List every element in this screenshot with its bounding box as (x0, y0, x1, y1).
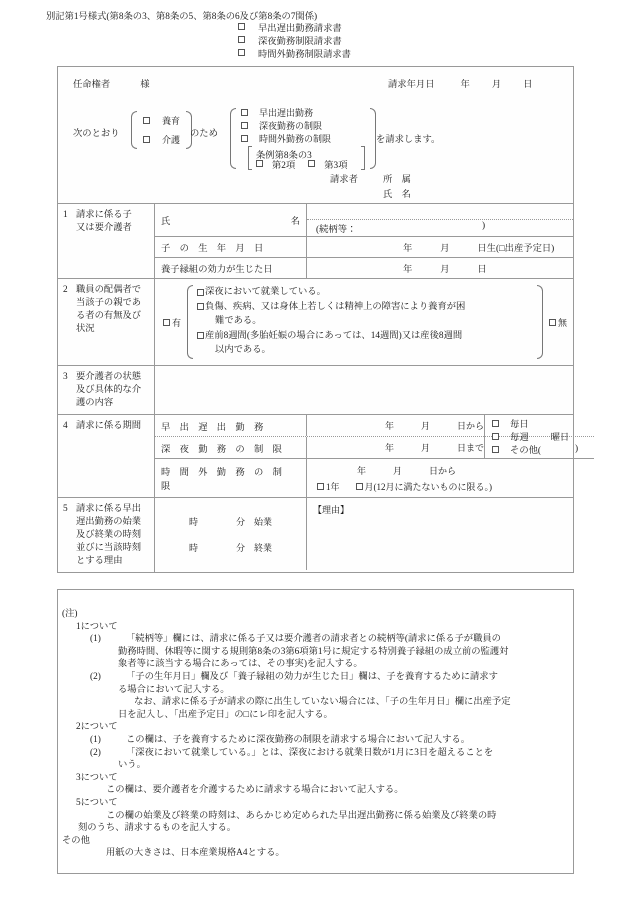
notes-section-other-body: 用紙の大きさは、日本産業規格A4とする。 (106, 848, 285, 859)
row-1-body (155, 204, 573, 278)
row-3-title (58, 366, 155, 414)
row-1-title-line2: 又は要介護者 (76, 223, 132, 233)
table-row-4 (58, 414, 579, 497)
row-5-title-line4: 並びに当該時刻 (76, 543, 142, 553)
checkbox-icon[interactable] (143, 136, 150, 143)
row-1-title (58, 204, 155, 278)
checkbox-icon[interactable] (143, 117, 150, 124)
row-1-index: 1 (63, 210, 68, 220)
reason-input-cell[interactable] (307, 498, 573, 570)
frequency-option-other[interactable] (492, 443, 594, 456)
checkbox-icon[interactable] (241, 135, 248, 142)
spouse-exists-option[interactable] (159, 316, 185, 329)
checkbox-icon[interactable] (256, 160, 263, 167)
checkbox-icon[interactable] (197, 332, 204, 339)
notes-marker-1-2: (2) (90, 671, 101, 682)
appointer-line (73, 76, 150, 90)
frequency-other-close-paren: ) (575, 444, 579, 454)
frequency-label-daily: 毎日 (510, 420, 529, 430)
spouse-condition-1-text: 深夜において就業している。 (205, 287, 326, 297)
notes-heading: (注) (62, 609, 78, 619)
start-time-line (155, 508, 306, 534)
notes-section-other-heading: その他 (62, 835, 90, 846)
jourei-label-3: 第3項 (324, 160, 348, 171)
row-2-index: 2 (63, 285, 68, 295)
document-type-option-2[interactable] (238, 33, 351, 46)
child-birthdate-value: 年 月 日生(□出産予定日) (403, 244, 555, 254)
work-time-input-cell[interactable] (155, 498, 307, 570)
document-type-checklist (238, 20, 351, 59)
spouse-condition-group (187, 285, 543, 359)
row-1-title-line1: 請求に係る子 (76, 210, 132, 220)
period-from-value: 年 月 日から (385, 421, 485, 431)
notes-section-5-cont: 刻のうち、請求するものを記入する。 (78, 823, 237, 834)
child-name-value-cell[interactable] (307, 204, 573, 236)
checkbox-icon[interactable] (492, 420, 499, 427)
form-header-block (58, 67, 573, 203)
notes-marker-2-2: (2) (90, 747, 101, 758)
jourei-label-2: 第2項 (272, 160, 296, 171)
purpose-option-group (131, 111, 192, 149)
notes-body-1-2: 「子の生年月日」欄及び「養子縁組の効力が生じた日」欄は、子を養育するために請求す (126, 671, 498, 682)
shinya-period-label: 深 夜 勤 務 の 制 限 (155, 437, 307, 458)
claim-date-label: 請求年月日 (388, 80, 435, 90)
form-reference-line: 別記第1号様式(第8条の3、第8条の5、第8条の6及び第8条の7関係) (46, 12, 318, 22)
overtime-period-value-cell[interactable] (307, 459, 594, 497)
row-5-title-line5: とする理由 (76, 556, 123, 566)
row-2-body (155, 279, 573, 365)
child-birthdate-value-cell[interactable] (307, 237, 573, 257)
row-4-overtime-subrow (155, 458, 594, 497)
brace-right-icon (370, 108, 376, 169)
form-table (57, 66, 579, 573)
row-3-index: 3 (63, 372, 68, 382)
relationship-label: (続柄等： (316, 225, 357, 235)
notes-body-2-1: この欄は、子を養育するために深夜勤務の制限を請求する場合において記入する。 (126, 734, 470, 745)
claim-date-month[interactable]: 月 (491, 80, 502, 90)
notes-body-1-2-nao: なお、請求に係る子が請求の際に出生していない場合には、「子の生年月日」欄に出産予定 (134, 697, 511, 708)
notes-body-1-1: 「続柄等」欄には、請求に係る子又は要介護者の請求者との続柄等(請求に係る子が職員の (126, 634, 501, 645)
spouse-condition-2-cont: 難である。 (215, 316, 262, 326)
period-to-value-cell[interactable] (307, 437, 484, 458)
purpose-option-kaigo[interactable] (143, 130, 180, 149)
checkbox-icon[interactable] (241, 122, 248, 129)
notes-section-3-heading: 3について (76, 772, 118, 783)
checkbox-icon[interactable] (241, 109, 248, 116)
hayade-period-label: 早 出 遅 出 勤 務 (155, 415, 307, 436)
spouse-condition-3-cont: 以内である。 (215, 345, 271, 355)
child-birthdate-label: 子 の 生 年 月 日 (155, 237, 307, 257)
notes-body-1-1-cont2: 象者等に該当する場合にあっては、その事実)を記入する。 (118, 659, 363, 670)
row-5-title-line3: 及び終業の時刻 (76, 530, 142, 540)
overtime-months-label: 月(12月に満たないものに限る。) (364, 481, 493, 492)
notes-body-2-2: 「深夜において就業している。」とは、深夜における就業日数が1月に3日を超えることを (126, 747, 494, 758)
notame-text: のため (190, 129, 218, 139)
claim-date-day[interactable]: 日 (523, 80, 533, 90)
notes-body-2-2-cont: いう。 (118, 760, 146, 771)
row-3-title-line3: 護の内容 (76, 398, 114, 408)
checkbox-icon[interactable] (356, 483, 363, 490)
spouse-condition-3-text: 産前8週間(多胎妊娠の場合にあっては、14週間)又は産後8週間 (205, 330, 463, 341)
row-3-title-line2: 及び具体的な介 (76, 385, 142, 395)
frequency-option-daily[interactable] (492, 417, 594, 430)
row-2-title-line1: 職員の配偶者で (76, 285, 142, 295)
checkbox-icon[interactable] (238, 23, 245, 30)
notes-section-5-text: この欄の始業及び終業の時刻は、あらかじめ定められた早出遅出勤務に係る始業及び終業の時 (106, 810, 497, 821)
bracket-right-icon (361, 146, 365, 170)
checkbox-icon[interactable] (238, 36, 245, 43)
reason-label: 【理由】 (313, 505, 350, 515)
notes-section-1-heading: 1について (76, 621, 118, 632)
row-4-body (155, 415, 594, 497)
relationship-close-paren: ) (482, 221, 486, 231)
row-1-adoption-subrow (155, 257, 573, 278)
period-to-value: 年 月 日まで (385, 443, 485, 453)
checkbox-icon[interactable] (197, 289, 204, 296)
jourei-options (256, 158, 361, 170)
spouse-condition-1[interactable] (197, 285, 533, 300)
document-type-option-3[interactable] (238, 46, 351, 59)
request-option-shinya[interactable] (241, 119, 365, 132)
frequency-label-other: その他( (510, 446, 542, 456)
child-name-label-cell (155, 204, 307, 236)
row-5-title-line2: 遅出勤務の始業 (76, 517, 142, 527)
divider-dotted (307, 219, 573, 220)
row-1-birth-subrow (155, 236, 573, 257)
claimant-affiliation-label: 所 属 (383, 175, 411, 185)
child-name-label-mei: 名 (290, 217, 300, 227)
adoption-date-value-cell[interactable] (307, 258, 573, 278)
spouse-absent-option[interactable] (545, 316, 569, 329)
notes-body-1-2-cont: る場合において記入する。 (118, 684, 230, 695)
overtime-from-value: 年 月 日から (357, 465, 457, 476)
jourei-sub-group (248, 146, 365, 170)
frequency-weekday-label: 曜日 (550, 433, 570, 443)
request-suffix-text: を請求します。 (376, 135, 441, 145)
care-detail-input-area[interactable] (155, 366, 573, 412)
appointer-label: 任命権者 (73, 80, 111, 90)
checkbox-icon[interactable] (549, 319, 556, 326)
row-5-title (58, 498, 155, 572)
document-type-label-2: 深夜勤務制限請求書 (258, 36, 342, 47)
notes-section-5-body (62, 810, 565, 835)
notes-section-3-body: この欄は、要介護者を介護するために請求する場合において記入する。 (106, 785, 404, 796)
brace-right-icon (537, 285, 543, 359)
notes-item-2-1 (62, 734, 565, 747)
claimant-name-label: 氏 名 (383, 190, 411, 200)
row-4-index: 4 (63, 421, 68, 431)
period-from-value-cell[interactable] (307, 415, 484, 436)
notes-item-2-2 (62, 747, 565, 772)
end-time-hour-label: 時 (188, 542, 198, 553)
row-1-name-subrow (155, 204, 573, 236)
overtime-period-label: 時 間 外 勤 務 の 制 限 (155, 459, 307, 497)
notes-item-1-2 (62, 671, 565, 721)
checkbox-icon[interactable] (492, 433, 499, 440)
notes-section-2-heading: 2について (76, 722, 118, 733)
table-row-3 (58, 365, 573, 414)
row-5-title-line1: 請求に係る早出 (76, 504, 142, 514)
intro-text: 次のとおり (73, 129, 120, 139)
checkbox-icon[interactable] (238, 49, 245, 56)
end-time-line (155, 534, 306, 560)
start-time-hour-label: 時 (188, 516, 198, 527)
frequency-label-weekly: 毎週 (510, 433, 529, 443)
claim-date-year[interactable]: 年 (460, 80, 470, 90)
request-label-jikangai: 時間外勤務の制限 (259, 134, 332, 144)
frequency-option-group (484, 415, 594, 457)
checkbox-icon[interactable] (197, 303, 204, 310)
claim-date-line (388, 76, 532, 90)
row-4-title-line1: 請求に係る期間 (76, 421, 142, 431)
notes-section-5-heading: 5について (76, 797, 118, 808)
row-5-index: 5 (63, 504, 68, 514)
row-2-title (58, 279, 155, 365)
start-time-minute-label: 分 始業 (236, 516, 273, 527)
spouse-condition-3[interactable] (197, 329, 533, 358)
request-label-shinya: 深夜勤務の制限 (259, 121, 323, 131)
checkbox-icon[interactable] (317, 483, 324, 490)
adoption-date-value: 年 月 日 (403, 265, 487, 275)
spouse-exists-label: 有 (172, 317, 182, 328)
jourei-title: 条例第8条の3 (256, 150, 312, 161)
notes-marker-1-1: (1) (90, 634, 101, 645)
checkbox-icon[interactable] (163, 319, 170, 326)
spouse-condition-2[interactable] (197, 300, 533, 329)
claimant-label: 請求者 (330, 175, 358, 185)
purpose-label-yoiku: 養育 (162, 116, 181, 126)
row-2-title-line4: 状況 (76, 324, 95, 334)
child-name-label-shi: 氏 (161, 217, 171, 227)
row-4-title (58, 415, 155, 497)
adoption-date-label: 養子縁組の効力が生じた日 (155, 258, 307, 278)
row-5-body (155, 498, 573, 572)
notes-body-1-2-nao2: 日を記入し、「出産予定日」の□にレ印を記入する。 (118, 709, 333, 720)
honorific-sama: 様 (140, 80, 150, 90)
request-label-hayade: 早出遅出勤務 (259, 108, 314, 118)
table-row-1 (58, 203, 573, 278)
checkbox-icon[interactable] (492, 446, 499, 453)
row-3-title-line1: 要介護者の状態 (76, 372, 142, 382)
checkbox-icon[interactable] (308, 160, 315, 167)
document-type-label-1: 早出遅出勤務請求書 (258, 23, 342, 34)
notes-body-1-1-cont: 勤務時間、休暇等に関する規則第8条の3第6項第1号に規定する特別養子縁組の成立前の監護対 (118, 646, 509, 657)
overtime-one-year-label: 1年 (326, 481, 340, 492)
purpose-option-yoiku[interactable] (143, 111, 180, 130)
document-type-label-3: 時間外勤務制限請求書 (258, 49, 351, 60)
document-type-option-1[interactable] (238, 20, 351, 33)
purpose-label-kaigo: 介護 (162, 135, 181, 145)
request-option-jikangai[interactable] (241, 132, 365, 145)
spouse-absent-label: 無 (557, 317, 567, 328)
notes-item-1-1 (62, 633, 565, 671)
table-row-2 (58, 278, 573, 365)
request-option-hayade[interactable] (241, 106, 365, 119)
row-2-title-line2: 当該子の親であ (76, 298, 142, 308)
notes-marker-2-1: (1) (90, 734, 101, 745)
spouse-condition-2-text: 負傷、疾病、又は身体上若しくは精神上の障害により養育が困 (205, 301, 466, 312)
table-row-5 (58, 497, 573, 572)
request-option-group (230, 106, 376, 170)
frequency-option-weekly[interactable] (492, 430, 594, 443)
end-time-minute-label: 分 終業 (236, 542, 273, 553)
notes-box (57, 589, 574, 874)
row-2-title-line3: る者の有無及び (76, 311, 142, 321)
